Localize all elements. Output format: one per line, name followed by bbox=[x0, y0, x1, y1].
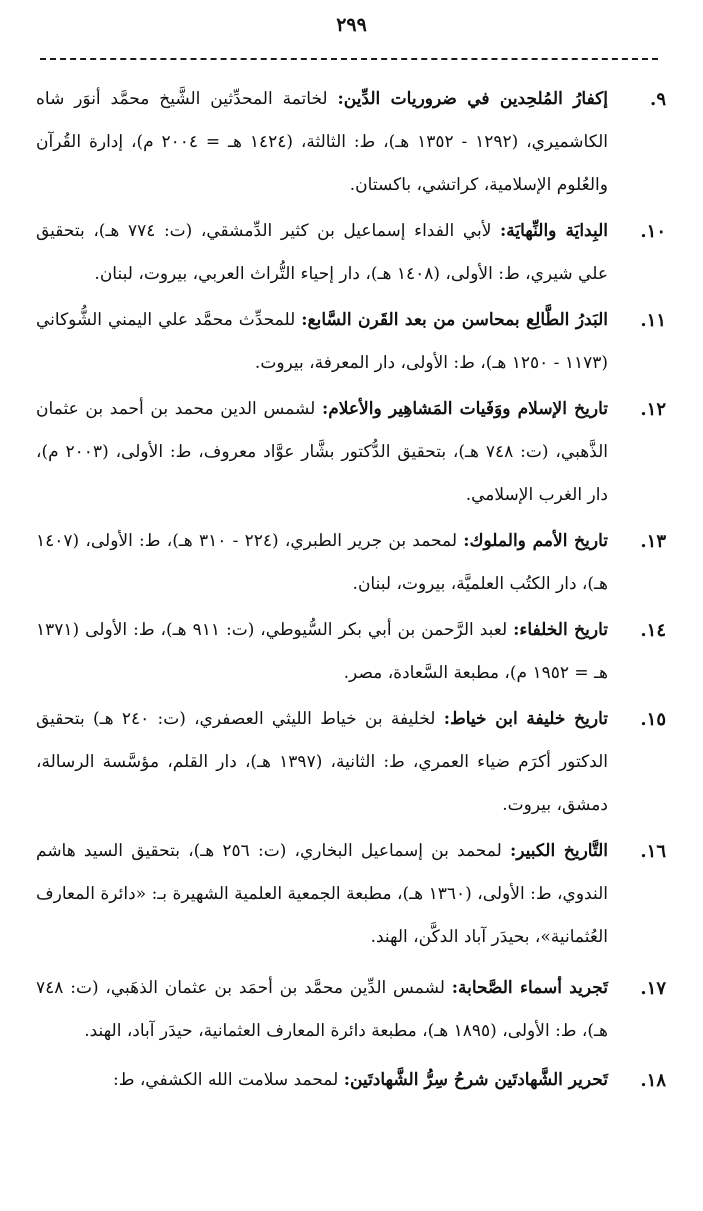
entry-details: لمحمد سلامت الله الكشفي، ط: bbox=[112, 1070, 344, 1090]
entry-details: لأبي الفداء إسماعيل بن كثير الدِّمشقي، (ت: ٧٧٤ هـ)، بتحقيق علي شيري، ط: الأولى، (١٤٠٨ هـ)، دار إحياء التُّراث العربي، بيروت، لبنان. bbox=[36, 221, 608, 284]
entry-number: ١٣. bbox=[640, 531, 666, 552]
page-number: ٢٩٩ bbox=[336, 14, 367, 36]
entry-details: للمحدِّث محمَّد علي اليمني الشُّوكاني (١١٧٣ - ١٢٥٠ هـ)، ط: الأولى، دار المعرفة، بيروت. bbox=[36, 310, 608, 373]
bibliography-list bbox=[36, 78, 666, 1105]
entry-number: ١٥. bbox=[640, 709, 666, 730]
bibliography-entry bbox=[36, 609, 666, 695]
bibliography-entry bbox=[36, 210, 666, 296]
entry-number: ١٢. bbox=[640, 399, 666, 420]
entry-details: لشمس الدِّين محمَّد بن أحمَد بن عثمان الذهَبي، (ت: ٧٤٨ هـ)، ط: الأولى، (١٨٩٥ هـ)، مطبعة دائرة المعارف العثمانية، حيدَر آباد، الهند. bbox=[36, 978, 608, 1041]
entry-title: تاريخ الخلفاء: bbox=[513, 620, 608, 640]
entry-details: لخاتمة المحدِّثين الشَّيخ محمَّد أنوَر شاه الكاشميري، (١٢٩٢ - ١٣٥٢ هـ)، ط: الثالثة، (١٤٢٤ هـ = ٢٠٠٤ م)، إدارة القُرآن والعُلوم الإسلامية، كراتشي، باكستان. bbox=[36, 89, 608, 195]
bibliography-entry bbox=[36, 1059, 666, 1102]
entry-number: ١٧. bbox=[640, 978, 666, 999]
bibliography-entry bbox=[36, 830, 666, 959]
entry-number: ١٨. bbox=[640, 1070, 666, 1091]
entry-number: ١١. bbox=[640, 310, 666, 331]
entry-title: تاريخ خليفة ابن خياط: bbox=[443, 709, 608, 729]
bibliography-entry bbox=[36, 388, 666, 517]
entry-number: ١٤. bbox=[640, 620, 666, 641]
entry-number: ١٦. bbox=[640, 841, 666, 862]
entry-details: لشمس الدين محمد بن أحمد بن عثمان الذَّهبي، (ت: ٧٤٨ هـ)، بتحقيق الدُّكتور بشَّار عوَّاد معروف، ط: الأولى، (٢٠٠٣ م)، دار الغرب الإسلامي. bbox=[36, 399, 608, 505]
entry-number: ٩. bbox=[650, 89, 666, 110]
entry-details: لعبد الرَّحمن بن أبي بكر السُّيوطي، (ت: ٩١١ هـ)، ط: الأولى (١٣٧١ هـ = ١٩٥٢ م)، مطبعة السَّعادة، مصر. bbox=[36, 620, 608, 683]
entry-details: لمحمد بن إسماعيل البخاري، (ت: ٢٥٦ هـ)، بتحقيق السيد هاشم الندوي، ط: الأولى، (١٣٦٠ هـ)، مطبعة الجمعية العلمية الشهيرة بـ: «دائرة المعارف العُثمانية»، بحيدَر آباد الدكَّن، الهند. bbox=[36, 841, 608, 947]
entry-title: تَجريد أسماء الصَّحابة: bbox=[451, 978, 608, 998]
entry-title: البِدايَة والنِّهايَة: bbox=[500, 221, 608, 241]
bibliography-entry bbox=[36, 299, 666, 385]
entry-title: تاريخ الإسلام ووَفَيات المَشاهِير والأعلام: bbox=[321, 399, 608, 419]
entry-details: لمحمد بن جرير الطبري، (٢٢٤ - ٣١٠ هـ)، ط: الأولى، (١٤٠٧ هـ)، دار الكتُب العلميَّة، بيروت، لبنان. bbox=[36, 531, 608, 594]
entry-title: التَّاريخ الكبير: bbox=[509, 841, 608, 861]
bibliography-entry bbox=[36, 698, 666, 827]
entry-title: تَحرير الشَّهادتَين شرحُ سِرُّ الشَّهادتَين: bbox=[343, 1070, 608, 1090]
entry-number: ١٠. bbox=[640, 221, 666, 242]
entry-title: البَدرُ الطَّالِع بمحاسن من بعد القَرن السَّابع: bbox=[301, 310, 608, 330]
entry-details: لخليفة بن خياط الليثي العصفري، (ت: ٢٤٠ هـ) بتحقيق الدكتور أكرَم ضياء العمري، ط: الثانية، (١٣٩٧ هـ)، دار القلم، مؤسَّسة الرسالة، دمشق، بيروت. bbox=[36, 709, 608, 815]
bibliography-entry bbox=[36, 967, 666, 1053]
entry-title: تاريخ الأمم والملوك: bbox=[463, 531, 608, 551]
bibliography-entry bbox=[36, 78, 666, 207]
header-divider bbox=[40, 58, 658, 60]
bibliography-entry bbox=[36, 520, 666, 606]
entry-title: إكفارُ المُلحِدين في ضروريات الدِّين: bbox=[337, 89, 608, 109]
